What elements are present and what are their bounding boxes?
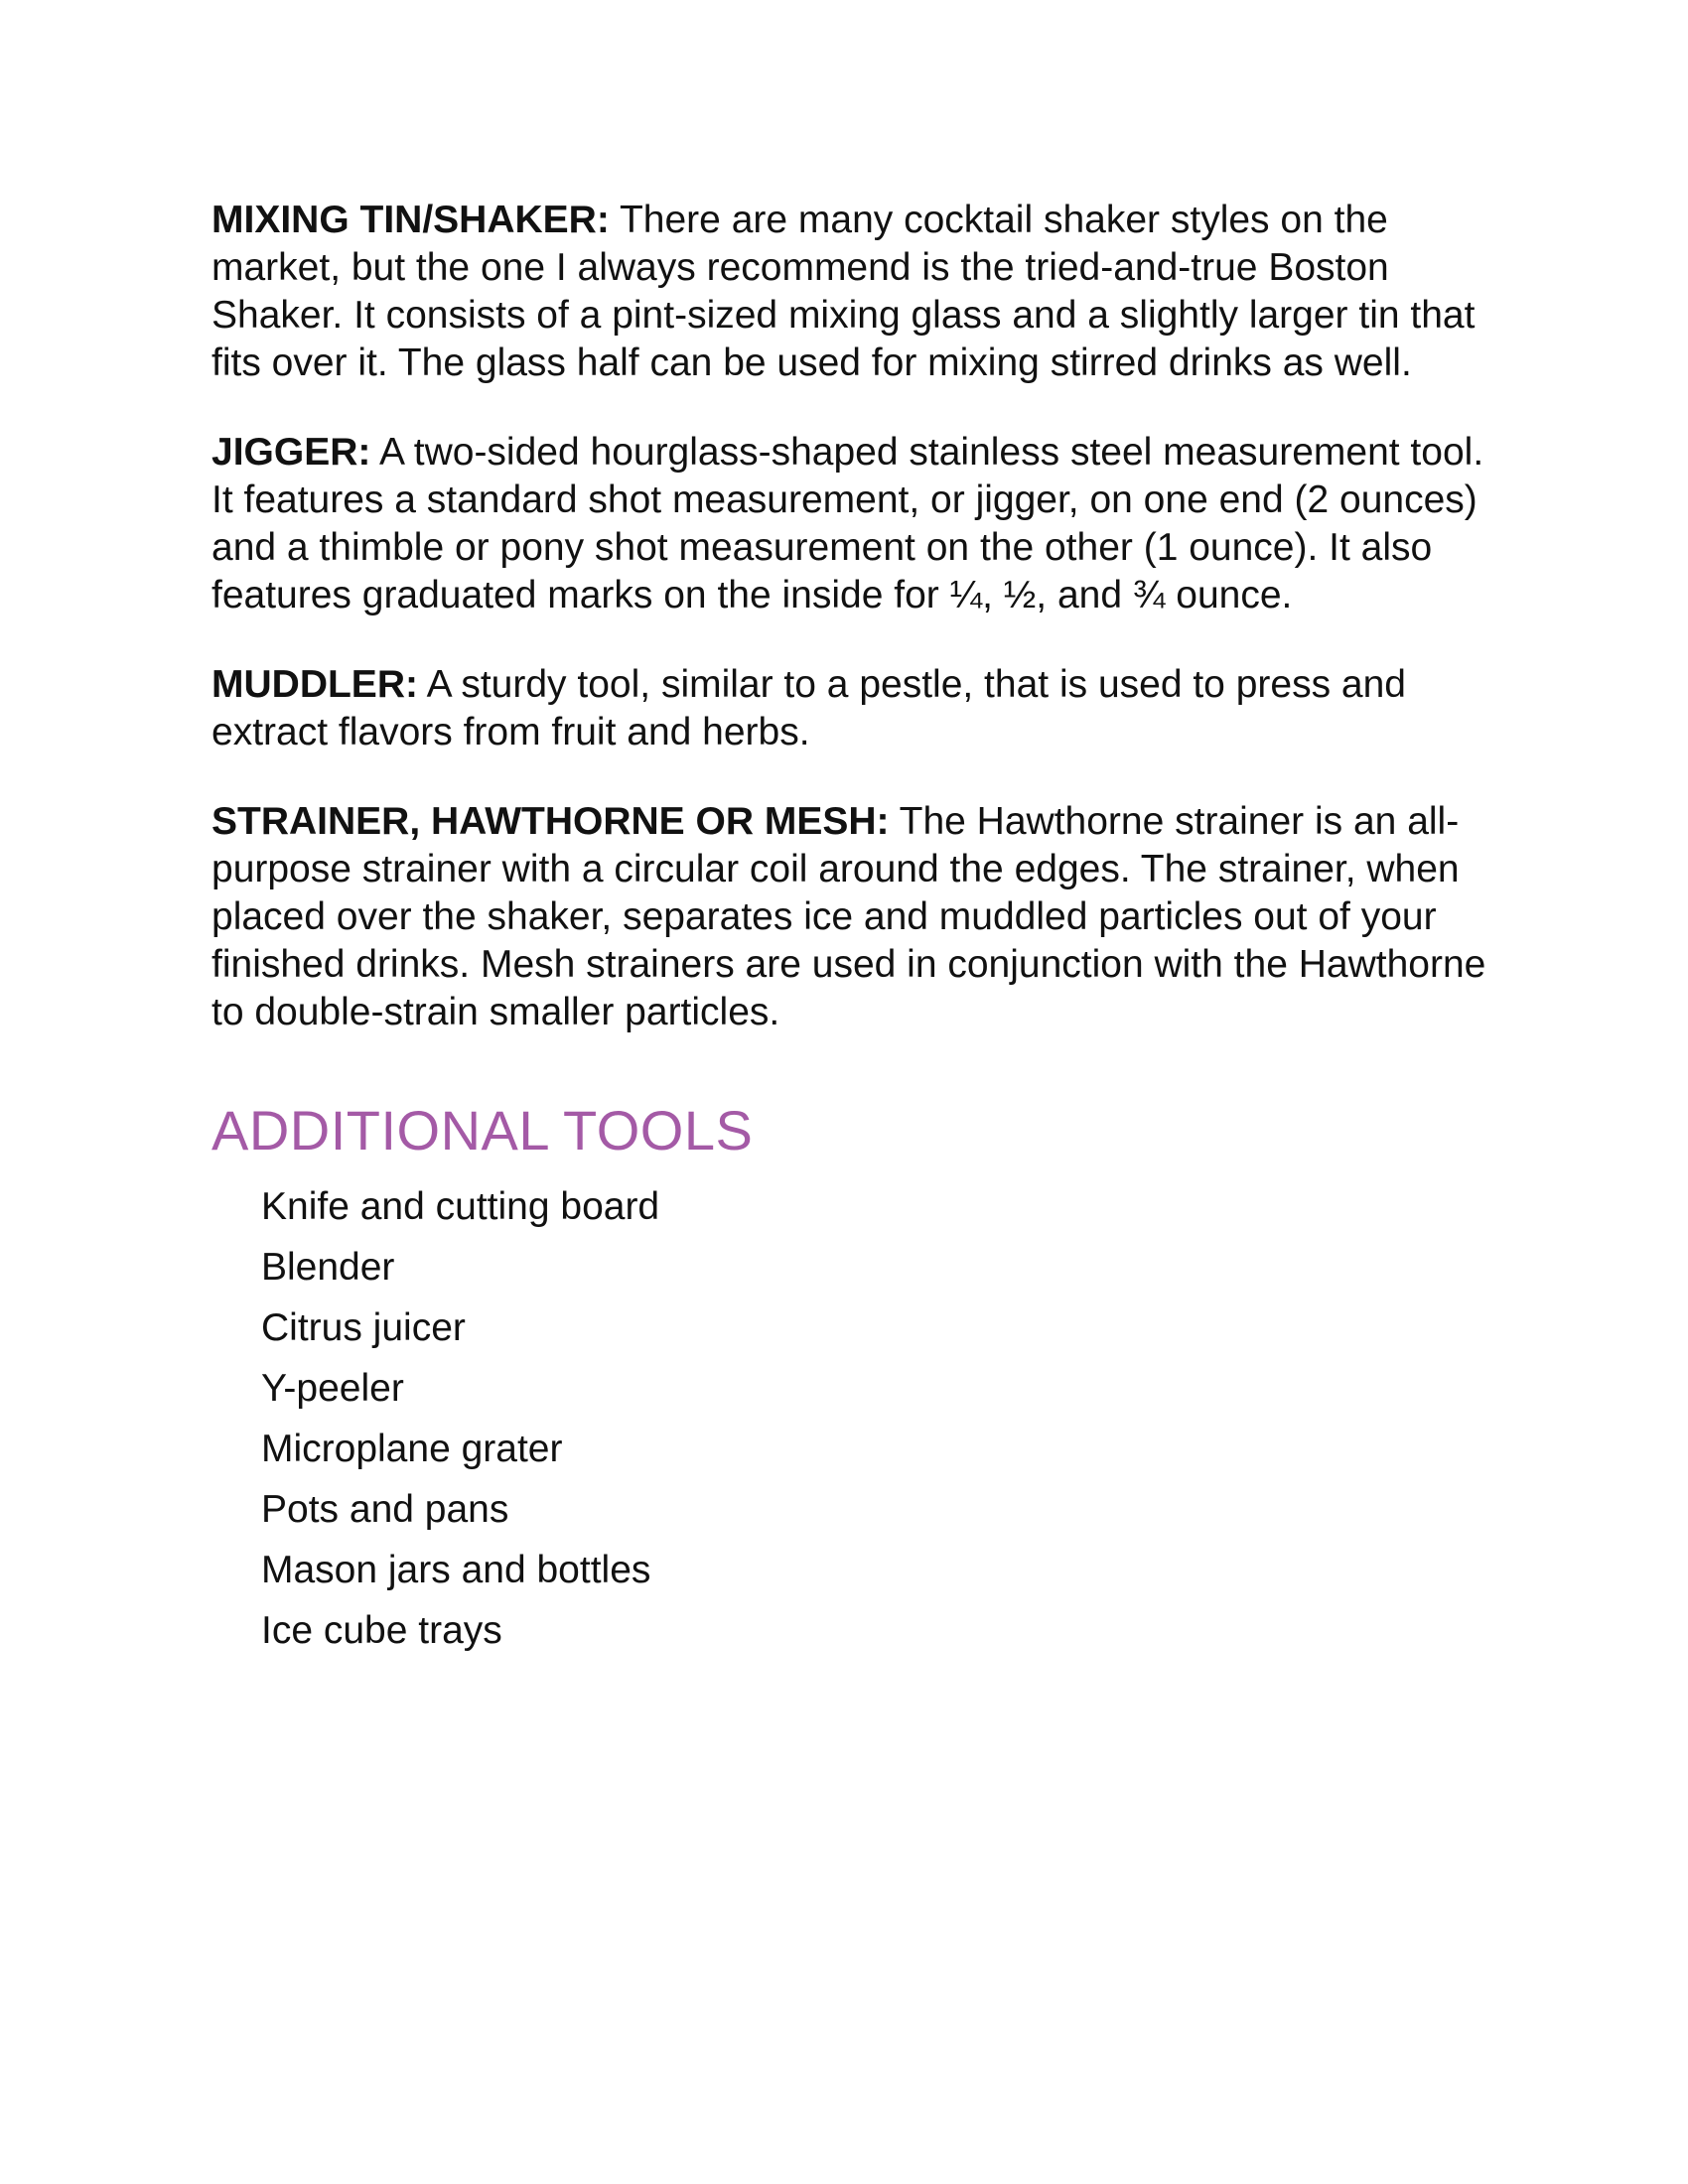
entry-term: STRAINER, HAWTHORNE OR MESH: <box>211 800 890 843</box>
additional-tools-list <box>211 1176 1502 1661</box>
entry-description: The Hawthorne strainer is an all-purpose strainer with a circular coil around the edges. The strainer, when placed over the shaker, separates ice and muddled particles out of your finished drinks. Mesh strainers are used in conjunction with the Hawthorne to double-strain smaller particles. <box>211 800 1486 1033</box>
list-item: Pots and pans <box>261 1488 509 1531</box>
list-item: Citrus juicer <box>261 1306 466 1349</box>
entry-mixing-tin-shaker <box>211 197 1502 387</box>
entry-term: MUDDLER: <box>211 663 418 706</box>
entry-description: There are many cocktail shaker styles on the market, but the one I always recommend is the tried-and-true Boston Shaker. It consists of a pint-sized mixing glass and a slightly larger tin that fits over it. The glass half can be used for mixing stirred drinks as well. <box>211 199 1476 384</box>
entry-description: A sturdy tool, similar to a pestle, that is used to press and extract flavors from fruit and herbs. <box>211 663 1406 753</box>
document-page <box>211 197 1502 1661</box>
entry-term: JIGGER: <box>211 431 371 474</box>
list-item: Mason jars and bottles <box>261 1549 651 1591</box>
list-item: Ice cube trays <box>261 1609 502 1652</box>
list-item: Y-peeler <box>261 1367 404 1410</box>
list-item: Knife and cutting board <box>261 1185 660 1228</box>
entry-term: MIXING TIN/SHAKER: <box>211 199 610 241</box>
additional-tools-heading: ADDITIONAL TOOLS <box>211 1099 754 1161</box>
entry-jigger <box>211 429 1502 619</box>
list-item: Microplane grater <box>261 1428 563 1470</box>
entry-strainer <box>211 798 1502 1036</box>
entry-description: A two-sided hourglass-shaped stainless steel measurement tool. It features a standard shot measurement, or jigger, on one end (2 ounces) and a thimble or pony shot measurement on the other (1 ounce). It also features graduated marks on the inside for ¼, ½, and ¾ ounce. <box>211 431 1484 616</box>
list-item: Blender <box>261 1246 395 1289</box>
entry-muddler <box>211 661 1502 756</box>
